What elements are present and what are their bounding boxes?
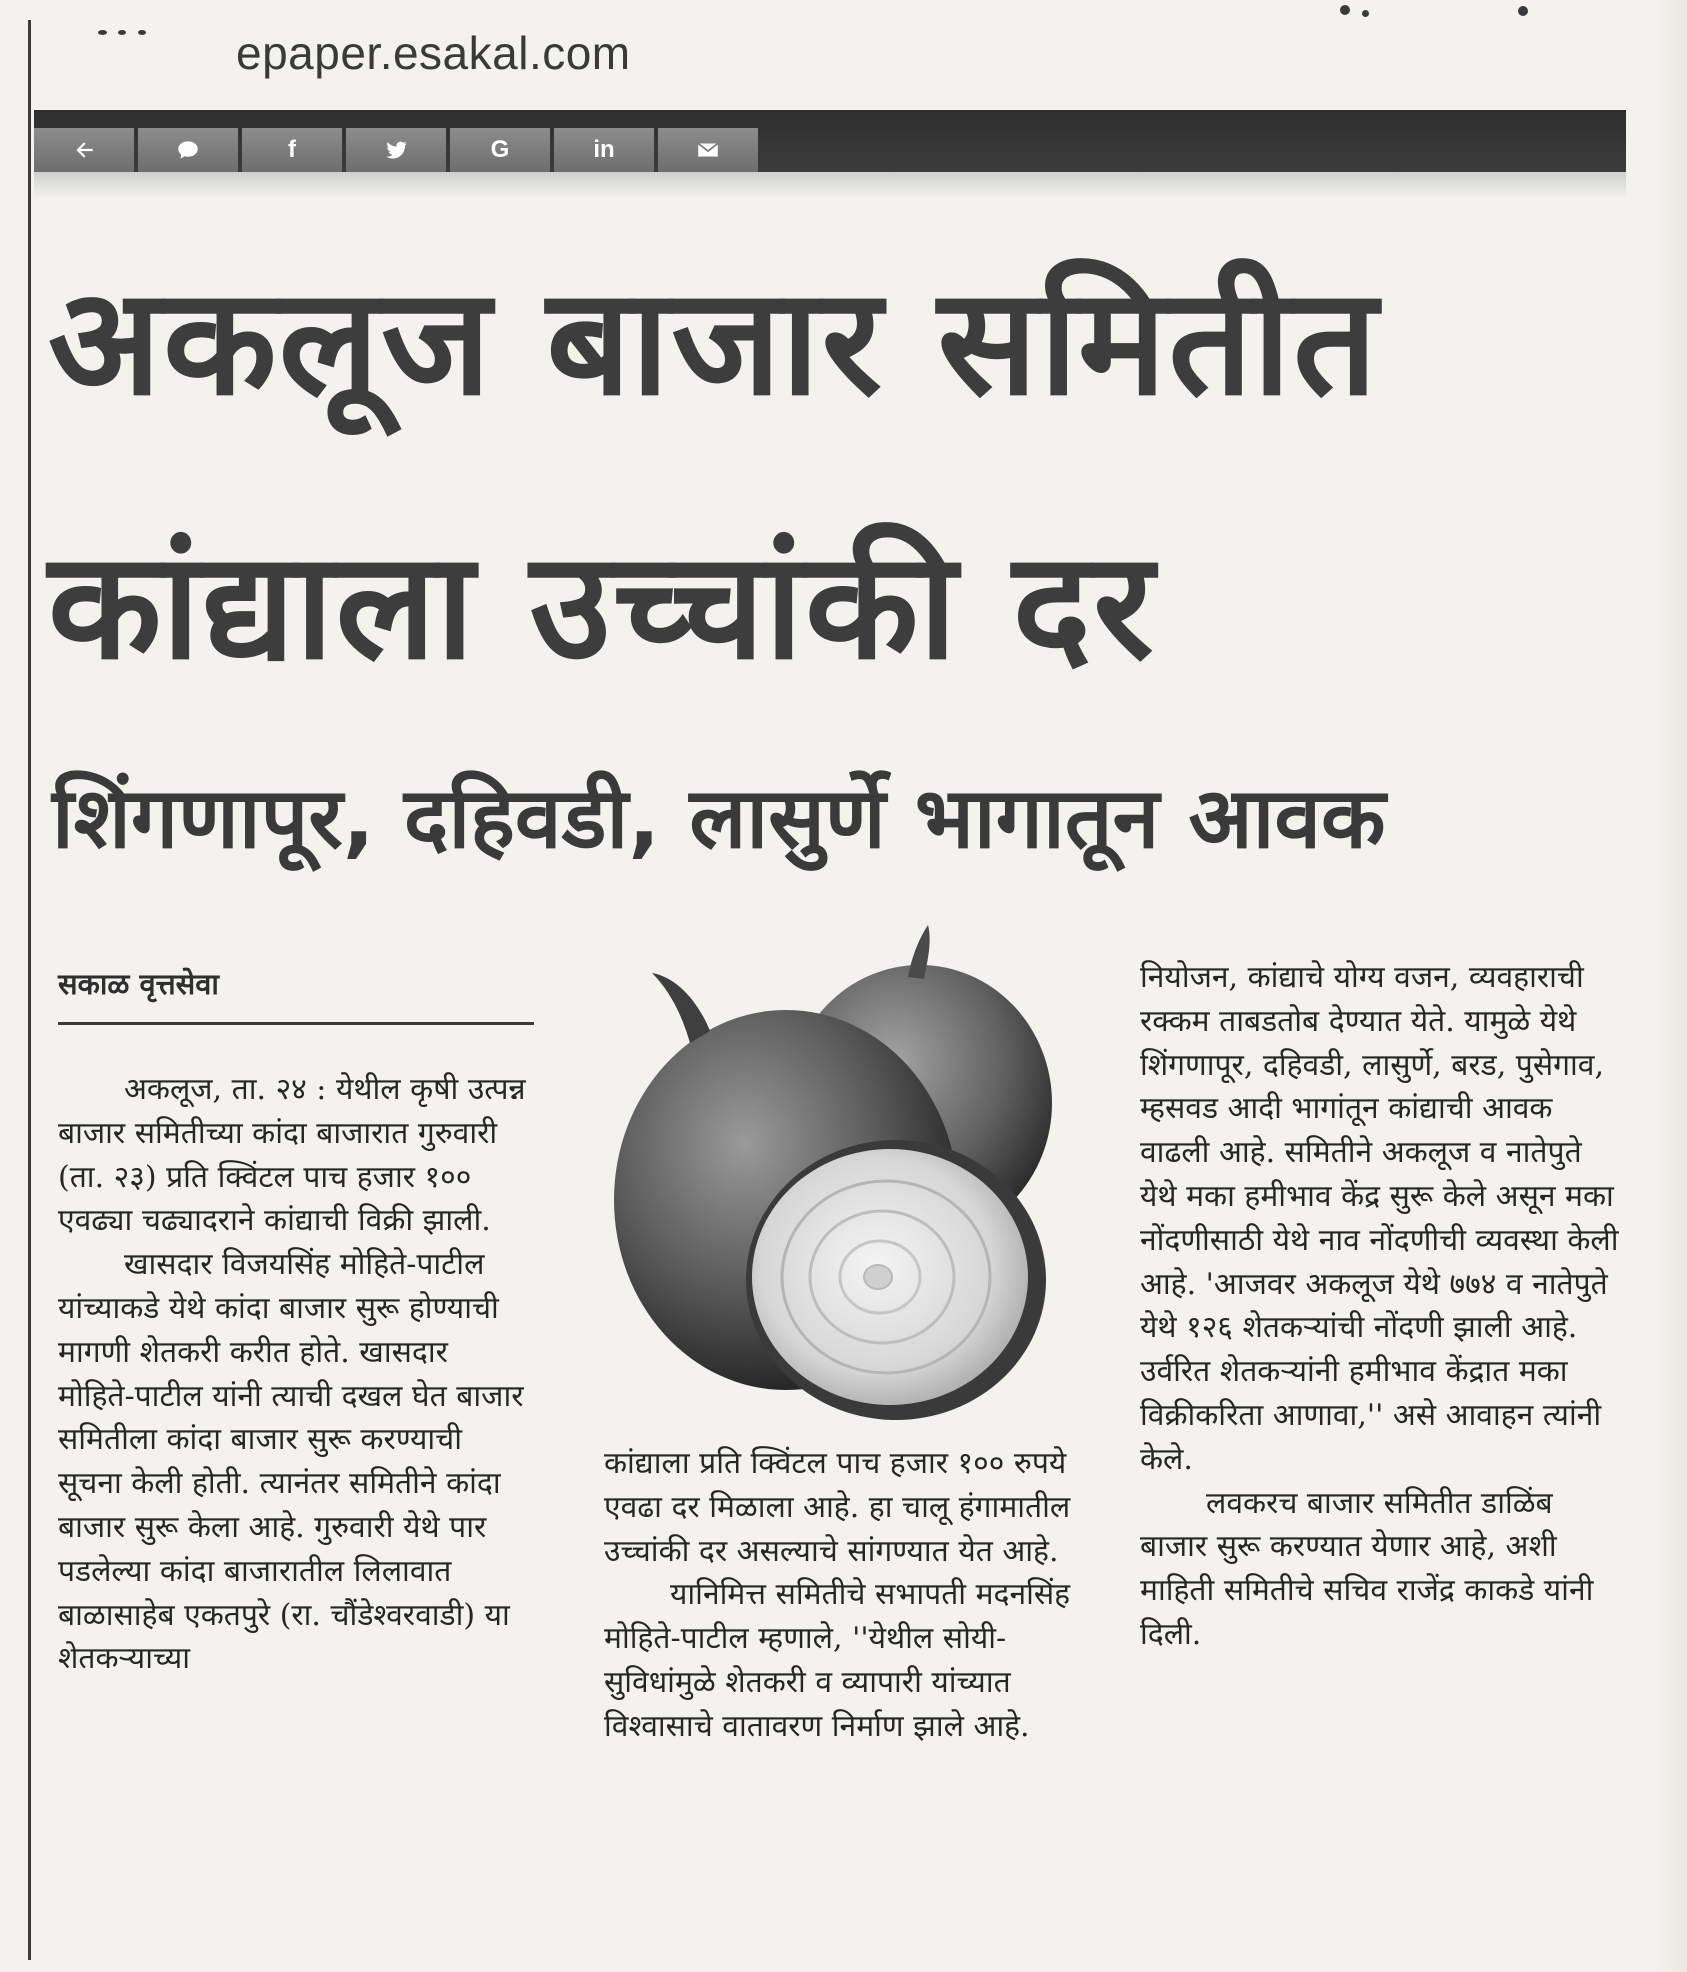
facebook-icon: f [288, 136, 296, 163]
twitter-share-button[interactable] [346, 128, 446, 172]
onion-illustration [590, 925, 1090, 1430]
google-share-button[interactable] [450, 128, 550, 172]
byline-divider [58, 1022, 534, 1025]
twitter-icon [383, 137, 409, 163]
subheadline: शिंगणापूर, दहिवडी, लासुर्णे भागातून आवक [52, 769, 1386, 867]
article-column-1 [58, 1068, 528, 1681]
article-paragraph: लवकरच बाजार समितीत डाळिंब बाजार सुरू करण्यात येणार आहे, अशी माहिती समितीचे सचिव राजेंद्र काकडे यांनी दिली. [1140, 1485, 1594, 1652]
article-paragraph: नियोजन, कांद्याचे योग्य वजन, व्यवहाराची रक्कम ताबडतोब देण्यात येते. यामुळे येथे शिंगणापूर, दहिवडी, लासुर्णे, बरड, पुसेगाव, म्हसवड आदी भागांतून कांद्याची आवक वाढली आहे. समितीने अकलूज व नातेपुते येथे मका हमीभाव केंद्र सुरू केले असून मका नोंदणीसाठी येथे नाव नोंदणीची व्यवस्था केली आहे. 'आजवर अकलूज येथे ७७४ व नातेपुते येथे १२६ शेतकऱ्यांची नोंदणी झाली आहे. उर्वरित शेतकऱ्यांनी हमीभाव केंद्रात मका विक्रीकरिता आणावा,'' असे आवाहन त्यांनी केले. [1140, 960, 1619, 1477]
email-share-button[interactable] [658, 128, 758, 172]
scan-speck [1362, 10, 1369, 17]
byline: सकाळ वृत्तसेवा [58, 967, 219, 1001]
page-border [28, 20, 31, 1960]
headline-line-1: अकलूज बाजार समितीत [48, 256, 1380, 428]
article-column-2 [604, 1442, 1074, 1749]
comment-button[interactable] [138, 128, 238, 172]
scan-speck [118, 30, 126, 35]
mail-icon [695, 137, 721, 163]
site-url: epaper.esakal.com [236, 27, 631, 79]
headline-line-2: कांद्याला उच्चांकी दर [48, 520, 1156, 692]
scan-speck [98, 30, 107, 35]
back-button[interactable] [34, 128, 134, 172]
facebook-share-button[interactable] [242, 128, 342, 172]
article-paragraph: कांद्याला प्रति क्विंटल पाच हजार १०० रुपये एवढा दर मिळाला आहे. हा चालू हंगामातील उच्चांकी दर असल्याचे सांगण्यात येत आहे. [604, 1446, 1071, 1569]
linkedin-icon: in [593, 136, 615, 163]
scan-speck [1518, 6, 1528, 16]
google-icon: G [490, 136, 510, 163]
page-edge [1655, 0, 1687, 1972]
article-paragraph: खासदार विजयसिंह मोहिते-पाटील यांच्याकडे येथे कांदा बाजार सुरू होण्याची मागणी शेतकरी करीत होते. खासदार मोहिते-पाटील यांनी त्याची दखल घेत बाजार समितीला कांदा बाजार सुरू करण्याची सूचना केली होती. त्यानंतर समितीने कांदा बाजार सुरू केला आहे. गुरुवारी येथे पार पडलेल्या कांदा बाजारातील लिलावात बाळासाहेब एकतपुरे (रा. चौंडेश्वरवाडी) या शेतकऱ्याच्या [58, 1247, 524, 1677]
toolbar-shadow [34, 172, 1626, 198]
back-arrow-icon [71, 137, 97, 163]
scan-speck [138, 30, 146, 35]
article-column-3 [1140, 956, 1620, 1657]
scan-speck [1340, 5, 1350, 15]
article-paragraph: अकलूज, ता. २४ : येथील कृषी उत्पन्न बाजार समितीच्या कांदा बाजारात गुरुवारी (ता. २३) प्रति क्विंटल पाच हजार १०० एवढ्या चढ्यादराने कांद्याची विक्री झाली. [58, 1072, 526, 1239]
linkedin-share-button[interactable] [554, 128, 654, 172]
comment-icon [175, 137, 201, 163]
article-paragraph: यानिमित्त समितीचे सभापती मदनसिंह मोहिते-पाटील म्हणाले, ''येथील सोयी-सुविधांमुळे शेतकरी व व्यापारी यांच्यात विश्वासाचे वातावरण निर्माण झाले आहे. [604, 1577, 1071, 1744]
